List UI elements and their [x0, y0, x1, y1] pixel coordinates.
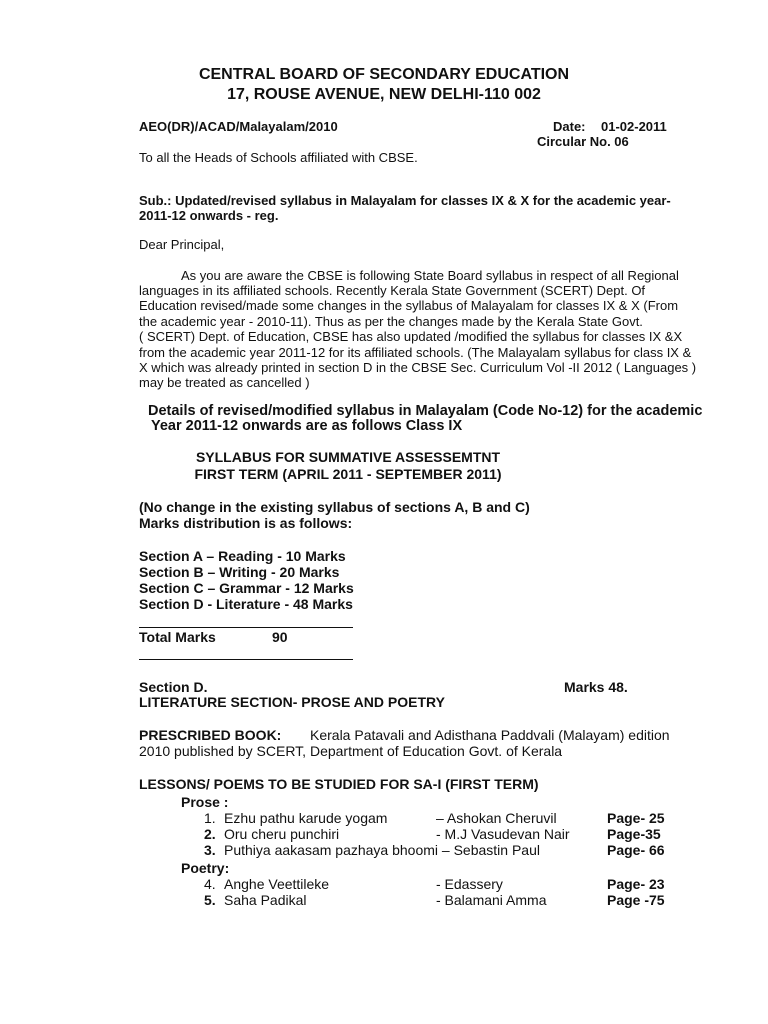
list-item [0, 810, 768, 827]
body-line: As you are aware the CBSE is following State Board syllabus in respect of all Regional [181, 268, 679, 283]
item-author: - M.J Vasudevan Nair [436, 826, 570, 842]
total-marks-label: Total Marks [139, 629, 216, 645]
item-number: 5. [204, 892, 216, 908]
section-d-total: Marks 48. [564, 679, 628, 695]
item-author: - Balamani Amma [436, 892, 547, 908]
item-page: Page- 25 [607, 810, 665, 826]
body-line: Education revised/made some changes in the syllabus of Malayalam for classes IX & X (From [139, 298, 679, 313]
section-d-label: Section D. [139, 679, 208, 695]
poetry-label: Poetry: [181, 860, 230, 876]
prescribed-label: PRESCRIBED BOOK: [139, 727, 282, 743]
list-item [0, 842, 768, 859]
item-number: 2. [204, 826, 216, 842]
body-line: may be treated as cancelled ) [139, 375, 310, 390]
divider [139, 659, 353, 660]
body-line: ( SCERT) Dept. of Education, CBSE has also updated /modified the syllabus for classes IX &X [139, 329, 683, 344]
item-page: Page- 66 [607, 842, 665, 858]
literature-heading: LITERATURE SECTION- PROSE AND POETRY [139, 694, 445, 710]
item-page: Page- 23 [607, 876, 665, 892]
reference-number: AEO(DR)/ACAD/Malayalam/2010 [139, 119, 338, 134]
item-title: Ezhu pathu karude yogam [224, 810, 388, 826]
subject-line-2: 2011-12 onwards - reg. [139, 208, 279, 223]
body-line: X which was already printed in section D in the CBSE Sec. Curriculum Vol -II 2012 ( Languages ) [139, 360, 697, 375]
section-b-marks: Section B – Writing - 20 Marks [139, 564, 340, 580]
item-title: Anghe Veettileke [224, 876, 330, 892]
lessons-heading: LESSONS/ POEMS TO BE STUDIED FOR SA-I (FIRST TERM) [139, 776, 539, 792]
item-number: 3. [204, 842, 216, 858]
body-line: the academic year - 2010-11). Thus as per the changes made by the Kerala State Govt. [139, 314, 643, 329]
syllabus-heading: SYLLABUS FOR SUMMATIVE ASSESSEMTNT [195, 449, 501, 465]
prescribed-book: Kerala Patavali and Adisthana Paddvali (Malayam) edition [310, 727, 670, 743]
term-heading: FIRST TERM (APRIL 2011 - SEPTEMBER 2011) [194, 466, 502, 482]
body-line: languages in its affiliated schools. Recently Kerala State Government (SCERT) Dept. Of [139, 283, 646, 298]
date-value: 01-02-2011 [601, 119, 667, 134]
salutation: Dear Principal, [139, 237, 225, 252]
marks-intro: Marks distribution is as follows: [139, 515, 353, 531]
details-line-1: Details of revised/modified syllabus in Malayalam (Code No-12) for the academic [148, 403, 703, 419]
section-c-marks: Section C – Grammar - 12 Marks [139, 580, 354, 596]
recipients: To all the Heads of Schools affiliated with CBSE. [139, 150, 418, 165]
list-item [0, 892, 768, 909]
section-a-marks: Section A – Reading - 10 Marks [139, 548, 346, 564]
list-item [0, 826, 768, 843]
circular-number: Circular No. 06 [537, 134, 629, 149]
item-author: – Ashokan Cheruvil [436, 810, 557, 826]
subject-line-1: Sub.: Updated/revised syllabus in Malayalam for classes IX & X for the academic year- [139, 193, 671, 208]
details-line-2: Year 2011-12 onwards are as follows Class IX [151, 418, 463, 434]
section-d-marks: Section D - Literature - 48 Marks [139, 596, 353, 612]
item-title: Saha Padikal [224, 892, 307, 908]
board-address: 17, ROUSE AVENUE, NEW DELHI-110 002 [227, 86, 541, 103]
prose-label: Prose : [181, 794, 229, 810]
total-marks-value: 90 [272, 629, 288, 645]
item-page: Page -75 [607, 892, 665, 908]
item-number: 1. [204, 810, 216, 826]
date-label: Date: [553, 119, 586, 134]
body-line: from the academic year 2011-12 for its affiliated schools. (The Malayalam syllabus for class IX & [139, 345, 692, 360]
item-author: - Edassery [436, 876, 503, 892]
item-title: Oru cheru punchiri [224, 826, 340, 842]
item-page: Page-35 [607, 826, 661, 842]
item-title: Puthiya aakasam pazhaya bhoomi – Sebastin Paul [224, 842, 540, 858]
item-number: 4. [204, 876, 216, 892]
divider [139, 627, 353, 628]
list-item [0, 876, 768, 893]
prescribed-publisher: 2010 published by SCERT, Department of Education Govt. of Kerala [139, 743, 563, 759]
no-change-note: (No change in the existing syllabus of sections A, B and C) [139, 499, 530, 515]
board-title: CENTRAL BOARD OF SECONDARY EDUCATION [198, 66, 570, 83]
